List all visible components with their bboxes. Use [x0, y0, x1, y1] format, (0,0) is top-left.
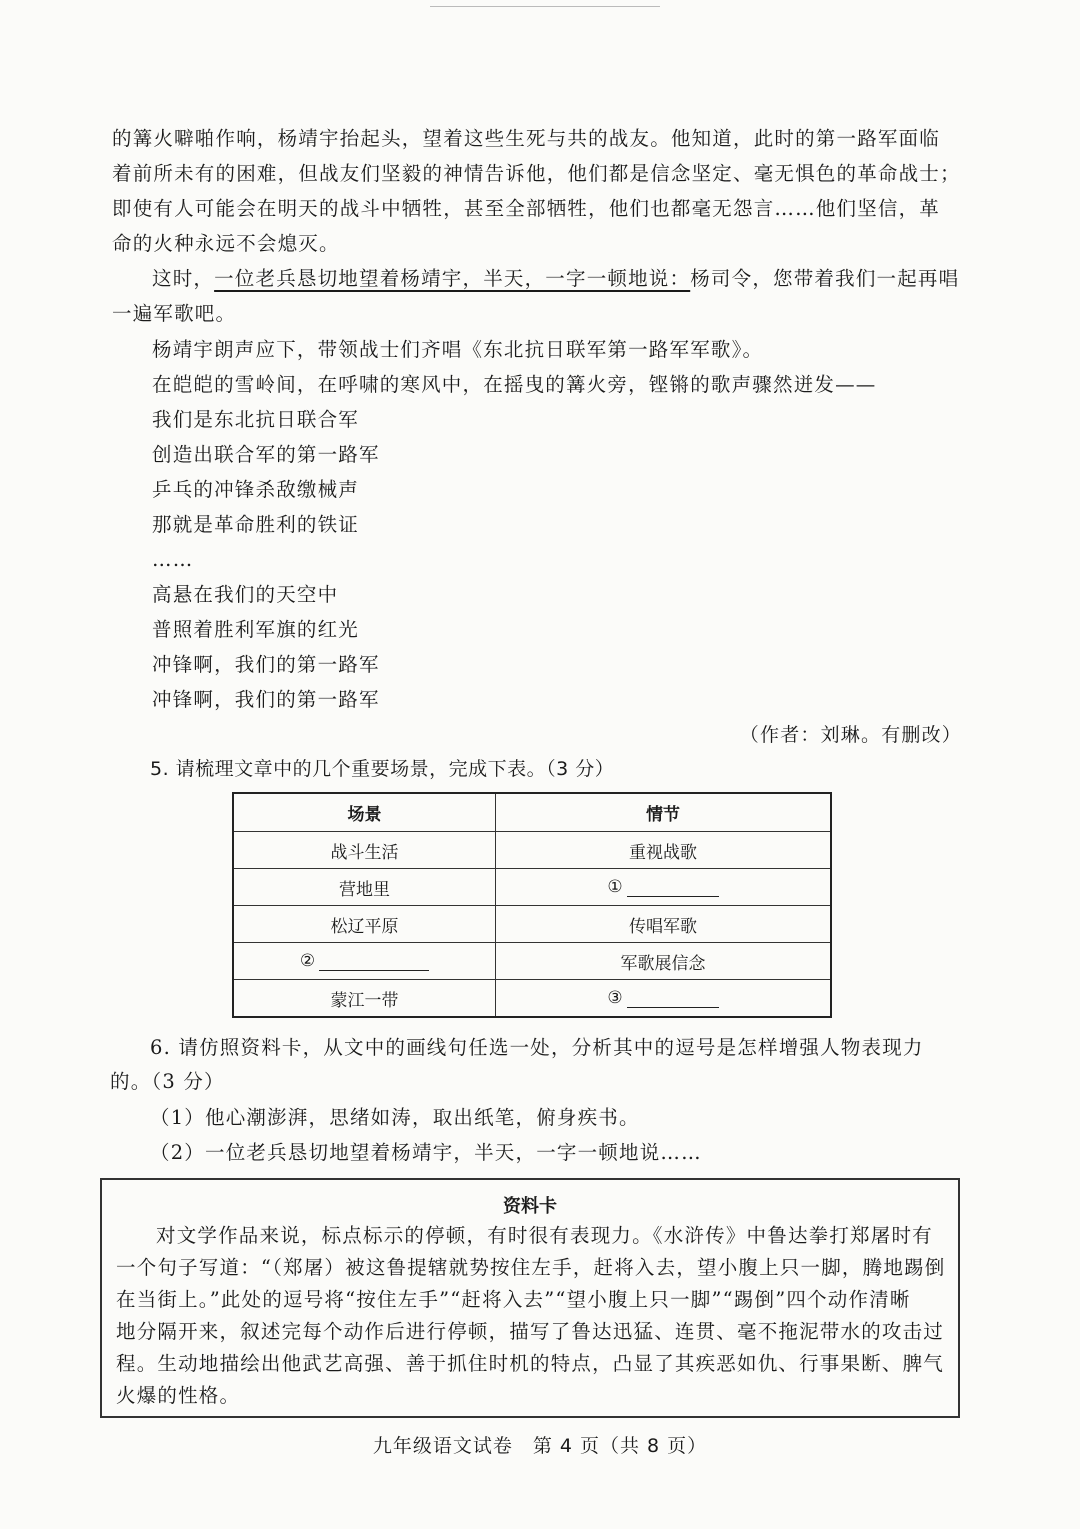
- song-line: 冲锋啊，我们的第一路军: [152, 688, 380, 711]
- passage-line: 即使有人可能会在明天的战斗中牺牲，甚至全部牺牲，他们也都毫无怨言……他们坚信，革: [112, 197, 941, 220]
- table-row: [233, 869, 831, 906]
- card-line: 对文学作品来说，标点标示的停顿，有时很有表现力。《水浒传》中鲁达拳打郑屠时有: [156, 1224, 933, 1247]
- scene-cell: 营地里: [233, 869, 496, 906]
- scene-table: [232, 792, 832, 1018]
- song-line: 冲锋啊，我们的第一路军: [152, 653, 380, 676]
- passage-line: 命的火种永远不会熄灭。: [112, 232, 340, 255]
- q6-option-1: （1）他心潮澎湃，思绪如涛，取出纸笔，俯身疾书。: [150, 1106, 640, 1129]
- answer-blank[interactable]: [319, 952, 429, 971]
- table-row: [233, 906, 831, 943]
- card-line: 程。生动地描绘出他武艺高强、善于抓住时机的特点，凸显了其疾恶如仇、行事果断、脾气: [116, 1352, 945, 1375]
- top-divider: [430, 6, 660, 7]
- blank-marker: ②: [299, 951, 316, 971]
- passage-line: 的篝火噼啪作响，杨靖宇抬起头，望着这些生死与共的战友。他知道，此时的第一路军面临: [112, 127, 941, 150]
- page-footer: 九年级语文试卷 第 4 页（共 8 页）: [372, 1435, 708, 1457]
- table-row: [233, 943, 831, 980]
- song-line: 普照着胜利军旗的红光: [152, 618, 360, 641]
- card-line: 一个句子写道：“（郑屠）被这鲁提辖就势按住左手，赶将入去，望小腹上只一脚，腾地踢倒: [116, 1256, 946, 1279]
- plot-cell: 传唱军歌: [496, 906, 832, 943]
- paragraph-sing: 杨靖宇朗声应下，带领战士们齐唱《东北抗日联军第一路军军歌》。: [152, 338, 764, 361]
- card-line: 地分隔开来，叙述完每个动作后进行停顿，描写了鲁达迅猛、连贯、毫不拖泥带水的攻击过: [116, 1320, 945, 1343]
- info-card: [100, 1178, 960, 1418]
- plot-cell: 军歌展信念: [496, 943, 832, 980]
- scene-cell: 松辽平原: [233, 906, 496, 943]
- song-line: 那就是革命胜利的铁证: [152, 513, 360, 536]
- song-line: 我们是东北抗日联合军: [152, 408, 360, 431]
- passage-line: 着前所未有的困难，但战友们坚毅的神情告诉他，他们都是信念坚定、毫无惧色的革命战士；: [112, 162, 961, 185]
- plot-cell-blank-3[interactable]: [496, 980, 832, 1018]
- table-row: [233, 980, 831, 1018]
- scene-cell: 蒙江一带: [233, 980, 496, 1018]
- table-row: [233, 832, 831, 869]
- underlined-sentence: 一位老兵恳切地望着杨靖宇，半天，一字一顿地说：: [214, 267, 691, 290]
- attribution: （作者：刘琳。有删改）: [739, 724, 962, 746]
- card-title: 资料卡: [503, 1196, 557, 1217]
- dialogue-line2: 一遍军歌吧。: [112, 302, 237, 325]
- dialogue-paragraph: [112, 264, 959, 294]
- plot-cell-blank-1[interactable]: [496, 869, 832, 906]
- song-line: 创造出联合军的第一路军: [152, 443, 380, 466]
- header-plot: 情节: [496, 793, 832, 832]
- dialogue-start: 这时，: [152, 267, 215, 290]
- q6-option-2: （2）一位老兵恳切地望着杨靖宇，半天，一字一顿地说……: [150, 1141, 702, 1164]
- plot-cell: 重视战歌: [496, 832, 832, 869]
- song-line: 乒乓的冲锋杀敌缴械声: [152, 478, 360, 501]
- answer-blank[interactable]: [627, 878, 719, 897]
- song-line: 高悬在我们的天空中: [152, 583, 339, 606]
- q6-line2: 的。（3 分）: [110, 1070, 225, 1093]
- card-line: 火爆的性格。: [116, 1384, 241, 1407]
- scene-cell: 战斗生活: [233, 832, 496, 869]
- card-line: 在当街上。”此处的逗号将“按住左手”“赶将入去”“望小腹上只一脚”“踢倒”四个动作清晰: [116, 1288, 911, 1311]
- table-header-row: [233, 793, 831, 832]
- blank-marker: ①: [607, 877, 623, 897]
- paragraph-song-burst: 在皑皑的雪岭间，在呼啸的寒风中，在摇曳的篝火旁，铿锵的歌声骤然迸发——: [152, 373, 877, 396]
- dialogue-rest: 杨司令，您带着我们一起再唱: [690, 267, 960, 290]
- q6-line1: 6. 请仿照资料卡，从文中的画线句任选一处，分析其中的逗号是怎样增强人物表现力: [150, 1036, 924, 1059]
- scene-cell-blank-2[interactable]: [233, 943, 496, 980]
- question-5: 5. 请梳理文章中的几个重要场景，完成下表。（3 分）: [150, 758, 615, 780]
- blank-marker: ③: [607, 988, 623, 1008]
- answer-blank[interactable]: [627, 989, 719, 1008]
- header-scene: 场景: [233, 793, 496, 832]
- song-line: ……: [152, 548, 194, 571]
